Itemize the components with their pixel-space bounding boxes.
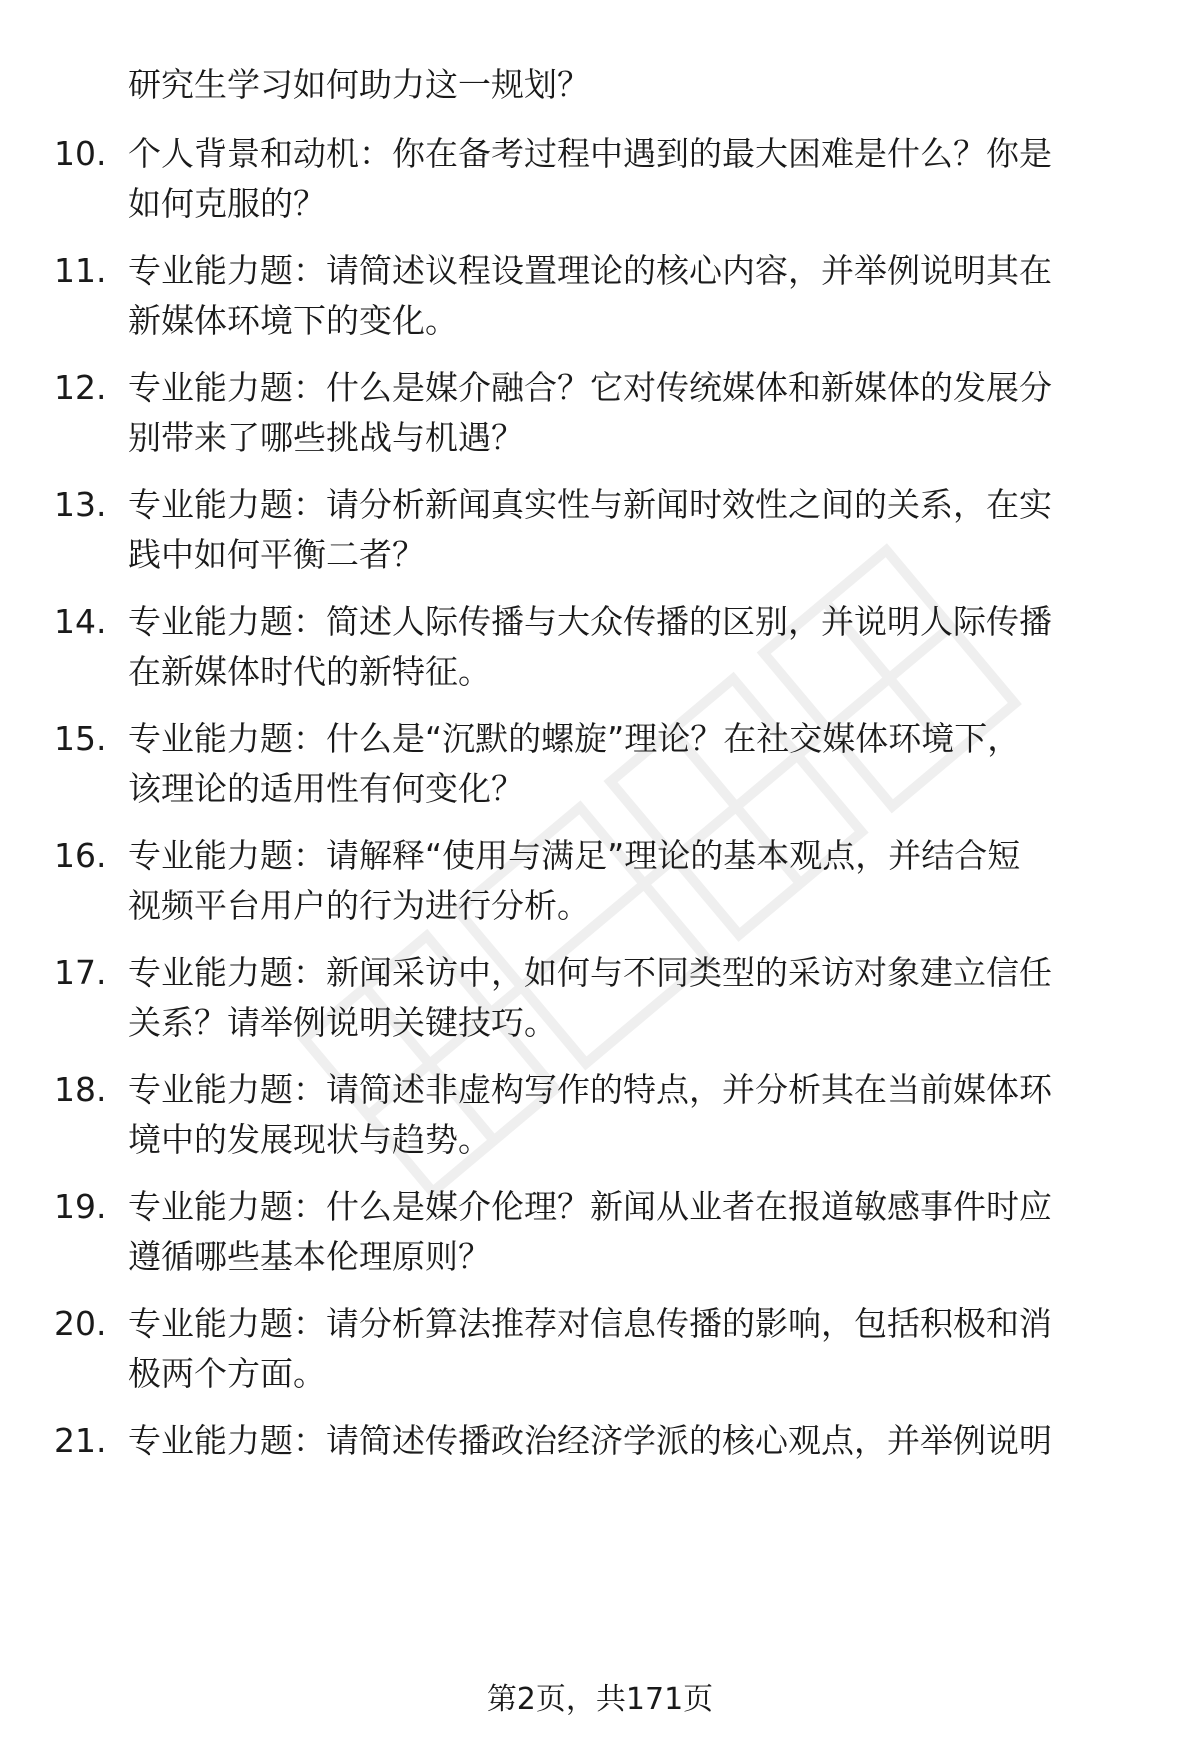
item-line: 新媒体环境下的变化。 [128,301,458,340]
item-line: 关系？请举例说明关键技巧。 [128,1003,557,1042]
item-line: 践中如何平衡二者？ [128,535,425,574]
item-text [128,1299,1148,1399]
item-line: 该理论的适用性有何变化？ [128,769,524,808]
item-number: 13. [54,485,107,524]
item-text [128,129,1148,229]
item-line: 个人背景和动机：你在备考过程中遇到的最大困难是什么？你是 [128,134,1052,173]
page-footer: 第2页，共171页 [486,1682,714,1717]
item-line: 极两个方面。 [128,1354,326,1393]
item-text [128,1182,1148,1282]
item-line: 专业能力题：请简述传播政治经济学派的核心观点，并举例说明 [128,1421,1052,1460]
item-line: 专业能力题：请简述非虚构写作的特点，并分析其在当前媒体环 [128,1070,1052,1109]
item-text [128,246,1148,346]
item-line: 专业能力题：什么是媒介融合？它对传统媒体和新媒体的发展分 [128,368,1052,407]
item-number: 15. [54,719,107,758]
item-text [128,480,1148,580]
item-line: 专业能力题：请解释“使用与满足”理论的基本观点，并结合短 [128,836,1021,875]
item-text [128,714,1148,814]
item-text [128,948,1148,1048]
continuation-line: 研究生学习如何助力这一规划？ [128,65,590,104]
item-line: 别带来了哪些挑战与机遇？ [128,418,524,457]
item-number: 18. [54,1070,107,1109]
item-line: 专业能力题：新闻采访中，如何与不同类型的采访对象建立信任 [128,953,1052,992]
item-text [128,597,1148,697]
item-line: 专业能力题：请简述议程设置理论的核心内容，并举例说明其在 [128,251,1052,290]
item-line: 如何克服的？ [128,184,326,223]
item-line: 专业能力题：请分析算法推荐对信息传播的影响，包括积极和消 [128,1304,1052,1343]
item-line: 专业能力题：简述人际传播与大众传播的区别，并说明人际传播 [128,602,1052,641]
item-number: 21. [54,1421,107,1460]
item-line: 视频平台用户的行为进行分析。 [128,886,590,925]
item-number: 20. [54,1304,107,1343]
item-line: 专业能力题：什么是“沉默的螺旋”理论？在社交媒体环境下， [128,719,1021,758]
item-number: 16. [54,836,107,875]
item-number: 11. [54,251,107,290]
item-text [128,1065,1148,1165]
item-number: 14. [54,602,107,641]
item-line: 专业能力题：请分析新闻真实性与新闻时效性之间的关系，在实 [128,485,1052,524]
item-number: 12. [54,368,107,407]
item-number: 19. [54,1187,107,1226]
item-line: 在新媒体时代的新特征。 [128,652,491,691]
item-line: 遵循哪些基本伦理原则？ [128,1237,491,1276]
item-line: 专业能力题：什么是媒介伦理？新闻从业者在报道敏感事件时应 [128,1187,1052,1226]
item-number: 17. [54,953,107,992]
item-text [128,363,1148,463]
item-text [128,1416,1148,1466]
item-line: 境中的发展现状与趋势。 [128,1120,491,1159]
item-text [128,831,1148,931]
item-number: 10. [54,134,107,173]
